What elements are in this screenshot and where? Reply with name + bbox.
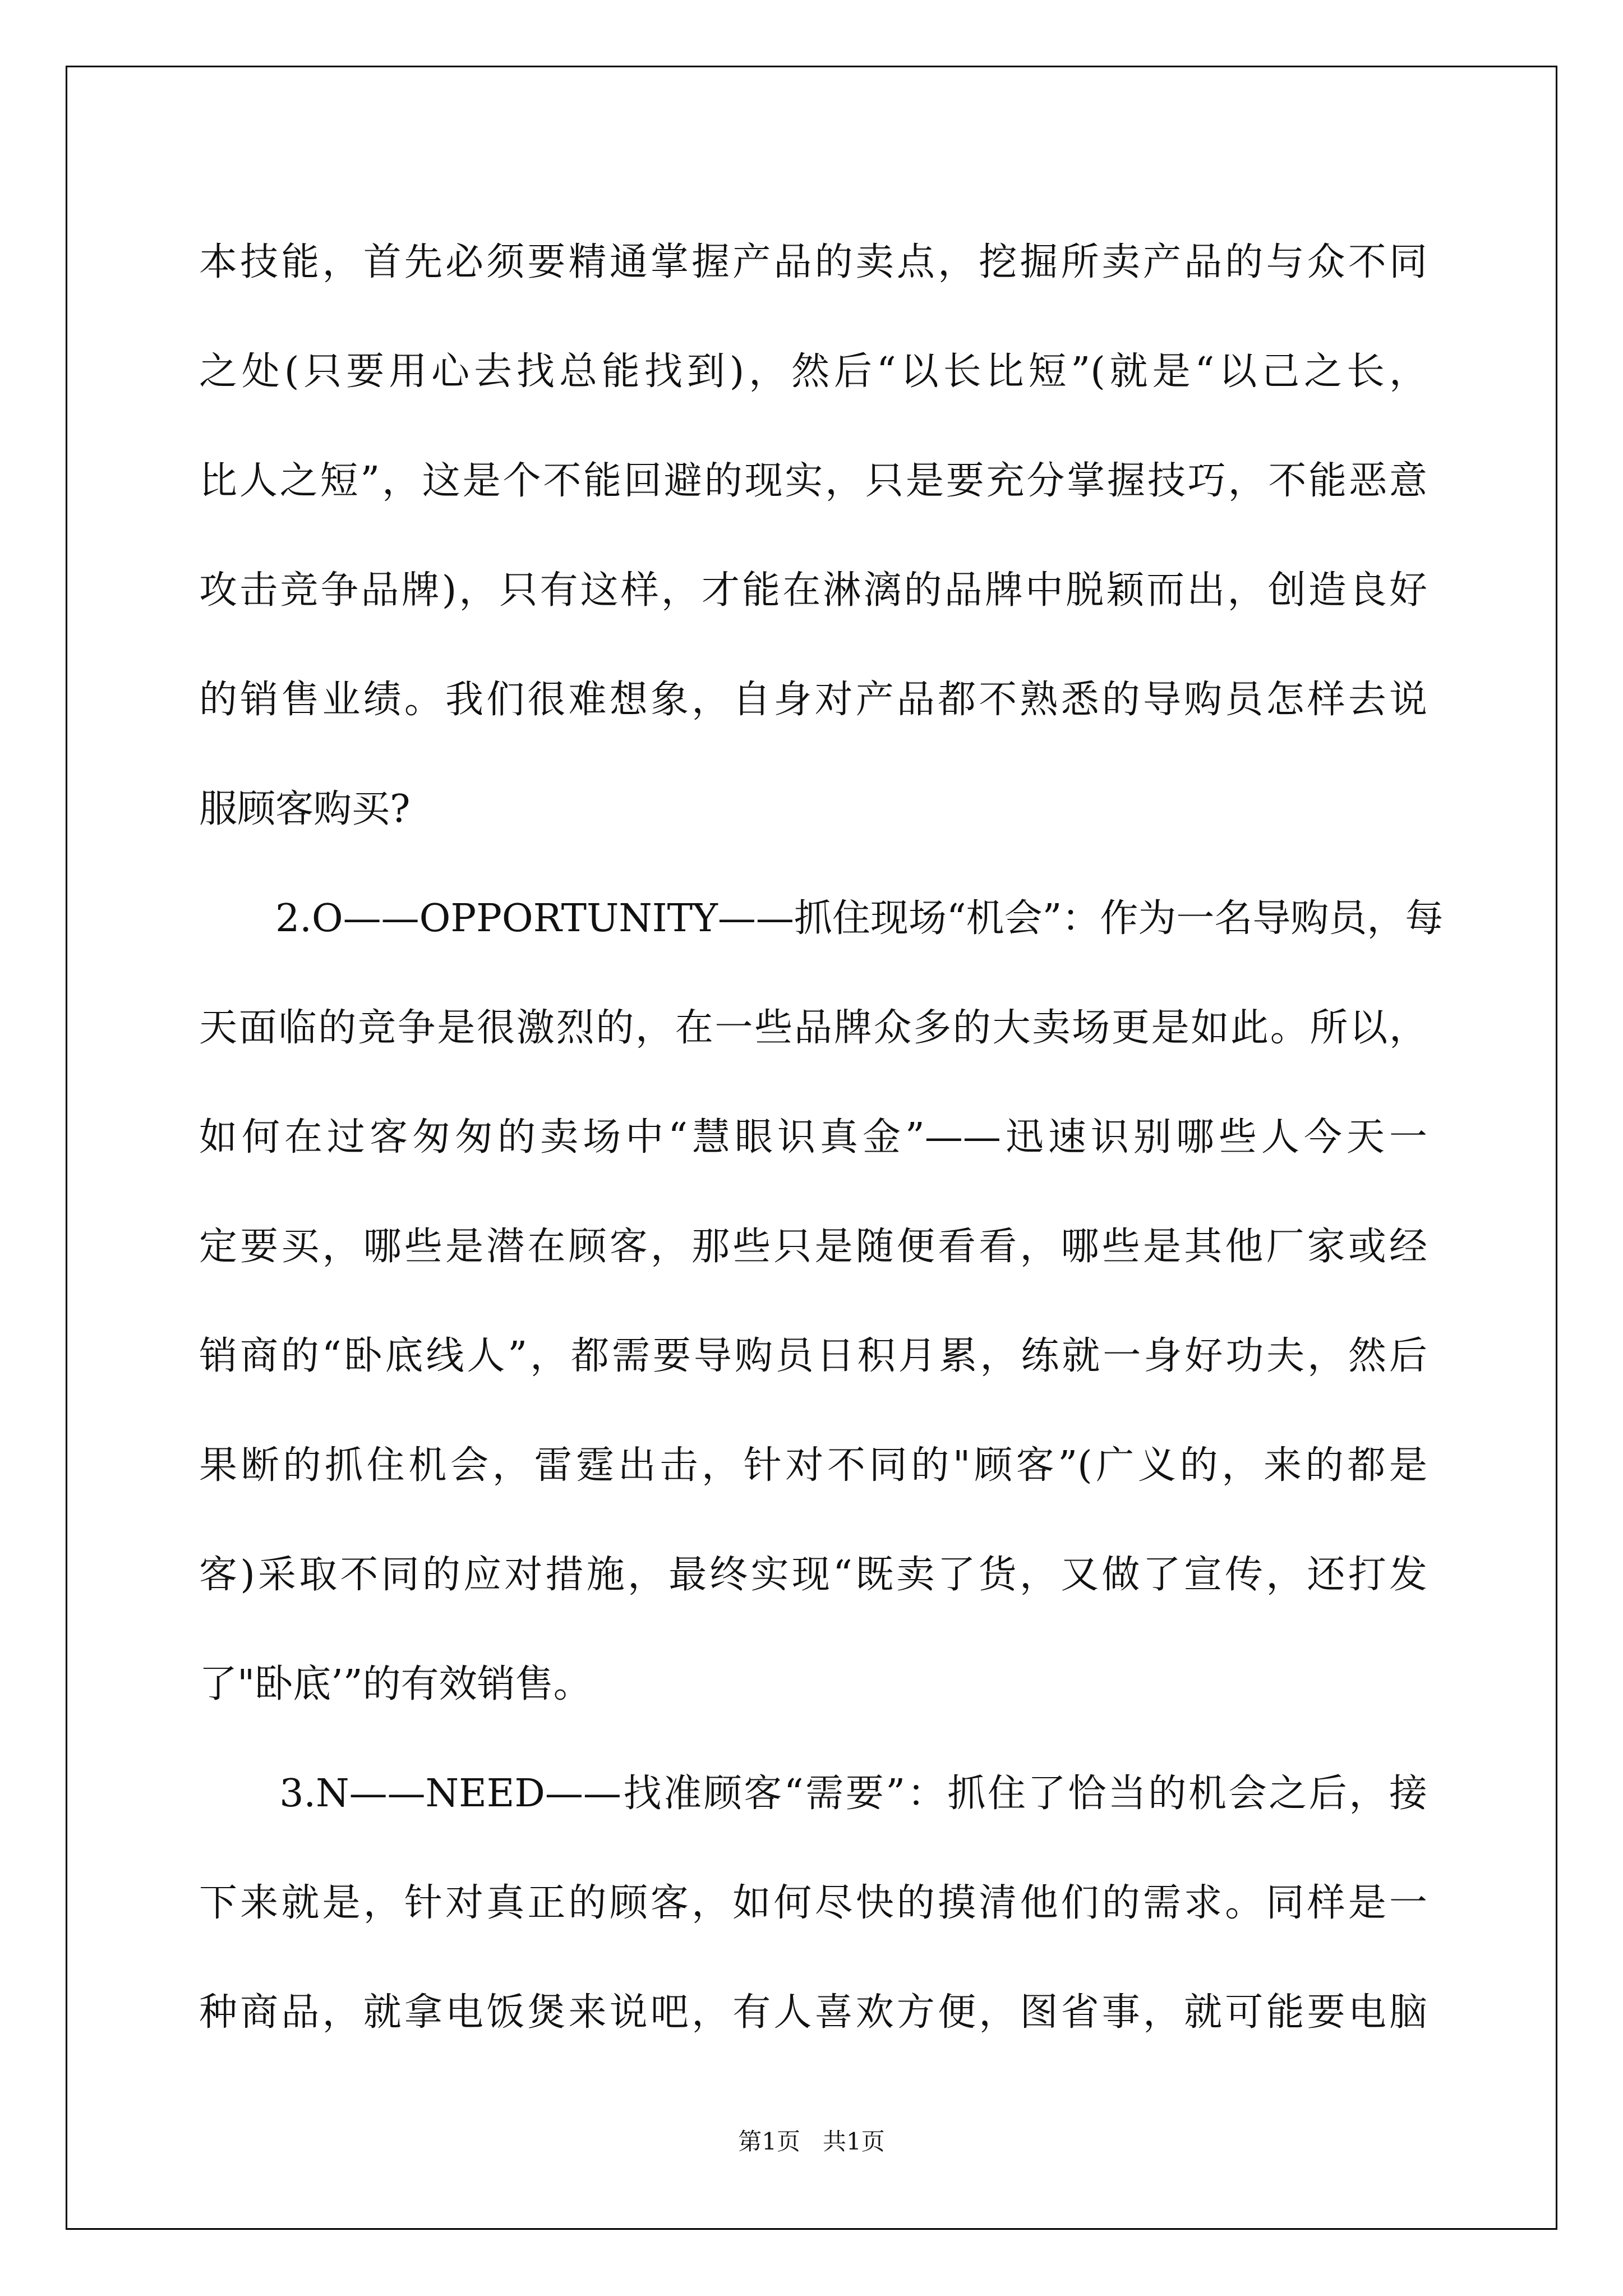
- text-line: 销商的“卧底线人”，都需要导购员日积月累，练就一身好功夫，然后: [199, 1334, 1427, 1378]
- text-line: 种商品，就拿电饭煲来说吧，有人喜欢方便，图省事，就可能要电脑: [199, 1990, 1427, 2035]
- text-line: 比人之短”，这是个不能回避的现实，只是要充分掌握技巧，不能恶意: [199, 459, 1427, 503]
- text-line: 果断的抓住机会，雷霆出击，针对不同的"顾客”(广义的，来的都是: [199, 1443, 1427, 1488]
- text-line: 服顾客购买?: [199, 787, 411, 831]
- text-line: 客)采取不同的应对措施，最终实现“既卖了货，又做了宣传，还打发: [199, 1553, 1427, 1597]
- text-line: 2.O——OPPORTUNITY——抓住现场“机会”：作为一名导购员，每: [199, 896, 1444, 941]
- document-body: [199, 208, 1444, 2067]
- text-line: 本技能，首先必须要精通掌握产品的卖点，挖掘所卖产品的与众不同: [199, 240, 1427, 284]
- text-line: 3.N——NEED——找准顾客“需要”：抓住了恰当的机会之后，接: [199, 1772, 1427, 1816]
- text-line: 的销售业绩。我们很难想象，自身对产品都不熟悉的导购员怎样去说: [199, 678, 1427, 722]
- text-line: 攻击竞争品牌)，只有这样，才能在淋漓的品牌中脱颖而出，创造良好: [199, 568, 1427, 613]
- text-line: 之处(只要用心去找总能找到)，然后“以长比短”(就是“以己之长，: [199, 349, 1427, 394]
- page-number-footer: 第1页 共1页: [738, 2128, 885, 2155]
- text-line: 定要买，哪些是潜在顾客，那些只是随便看看，哪些是其他厂家或经: [199, 1225, 1427, 1269]
- text-line: 天面临的竞争是很激烈的，在一些品牌众多的大卖场更是如此。所以，: [199, 1006, 1427, 1050]
- text-line: 下来就是，针对真正的顾客，如何尽快的摸清他们的需求。同样是一: [199, 1881, 1427, 1925]
- text-line: 如何在过客匆匆的卖场中“慧眼识真金”——迅速识别哪些人今天一: [199, 1115, 1427, 1159]
- text-line: 了"卧底’”的有效销售。: [199, 1662, 592, 1706]
